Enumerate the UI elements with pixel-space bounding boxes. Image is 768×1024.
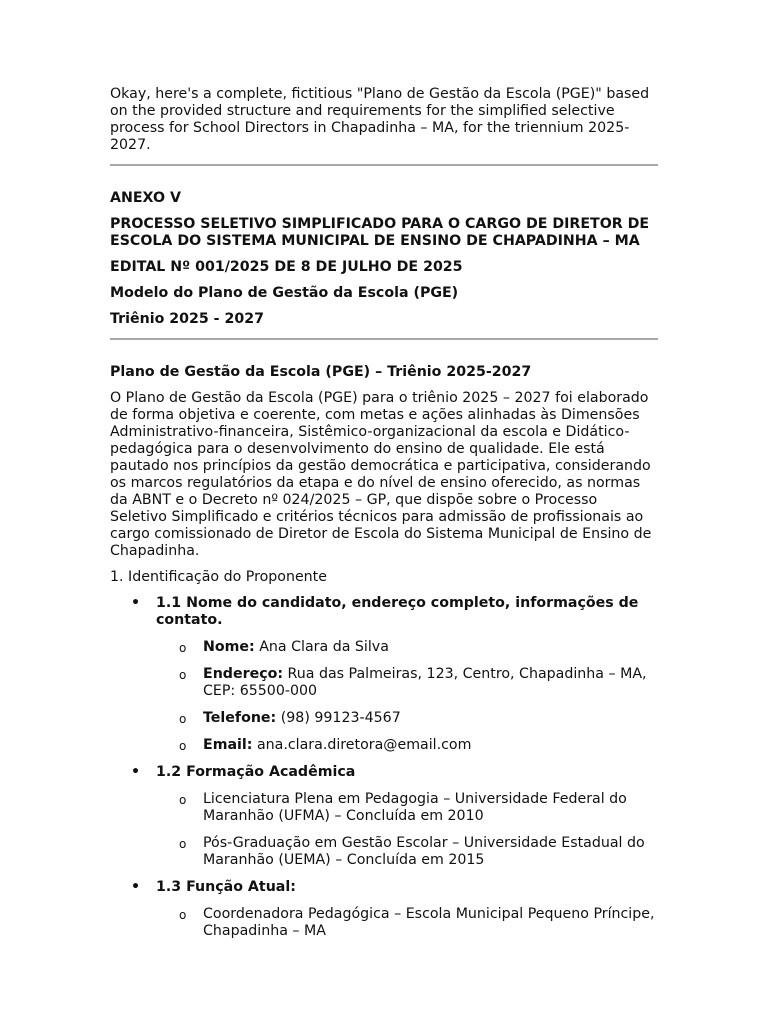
model-title: Modelo do Plano de Gestão da Escola (PGE): [110, 285, 459, 301]
process-title: PROCESSO SELETIVO SIMPLIFICADO PARA O CARGO DE DIRETOR DE ESCOLA DO SISTEMA MUNICIPAL DE ENSINO DE CHAPADINHA – MA: [110, 216, 650, 249]
address-value: Rua das Palmeiras, 123, Centro, Chapadinha – MA, CEP: 65500-000: [203, 666, 647, 699]
contact-list: [156, 639, 658, 754]
phone-label: Telefone:: [203, 710, 277, 726]
sub-bullet-marker: o: [179, 793, 187, 807]
item-1-1-label: 1.1 Nome do candidato, endereço completo, informações de contato.: [156, 595, 639, 628]
bullet-marker: •: [131, 879, 141, 895]
list-item: [179, 737, 658, 754]
sub-bullet-marker: o: [179, 712, 187, 726]
list-item: [131, 879, 658, 940]
section-1-heading: 1. Identificação do Proponente: [110, 569, 327, 585]
name-value: Ana Clara da Silva: [254, 639, 389, 655]
proponent-list: [110, 595, 658, 940]
phone-value: (98) 99123-4567: [276, 710, 401, 726]
list-item: [179, 710, 658, 727]
list-item: [179, 666, 658, 700]
sub-bullet-marker: o: [179, 908, 187, 922]
bullet-marker: •: [131, 764, 141, 780]
item-1-3-label: 1.3 Função Atual:: [156, 879, 296, 895]
plan-title: Plano de Gestão da Escola (PGE) – Triênio 2025-2027: [110, 364, 532, 380]
sub-bullet-marker: o: [179, 668, 187, 682]
education-list: [156, 791, 658, 869]
name-label: Nome:: [203, 639, 255, 655]
plan-paragraph: O Plano de Gestão da Escola (PGE) para o triênio 2025 – 2027 foi elaborado de forma objetiva e coerente, com metas e ações alinhadas às Dimensões Administrativo-financeira, Sistêmico-organizacional da escola e Didático-pedagógica para o desenvolvimento do ensino de qualidade. Ele está pautado nos princípios da gestão democrática e participativa, considerando os marcos regulatórios da etapa e do nível de ensino oferecido, as normas da ABNT e o Decreto nº 024/2025 – GP, que dispõe sobre o Processo Seletivo Simplificado e critérios técnicos para admissão de profissionais ao cargo comissionado de Diretor de Escola do Sistema Municipal de Ensino de Chapadinha.: [110, 390, 652, 559]
item-1-2-label: 1.2 Formação Acadêmica: [156, 764, 356, 780]
list-item: [179, 791, 658, 825]
education-entry: Pós-Graduação em Gestão Escolar – Universidade Estadual do Maranhão (UEMA) – Concluída em 2015: [203, 835, 645, 868]
list-item: [131, 595, 658, 754]
list-item: [179, 835, 658, 869]
bullet-marker: •: [131, 595, 141, 611]
list-item: [179, 639, 658, 656]
list-item: [179, 906, 658, 940]
horizontal-rule-bottom: [110, 338, 658, 340]
annex-title: ANEXO V: [110, 190, 181, 206]
edital-title: EDITAL Nº 001/2025 DE 8 DE JULHO DE 2025: [110, 259, 463, 275]
sub-bullet-marker: o: [179, 641, 187, 655]
triennium-title: Triênio 2025 - 2027: [110, 311, 264, 327]
list-item: [131, 764, 658, 869]
current-role-list: [156, 906, 658, 940]
email-label: Email:: [203, 737, 253, 753]
sub-bullet-marker: o: [179, 739, 187, 753]
email-value: ana.clara.diretora@email.com: [252, 737, 472, 753]
address-label: Endereço:: [203, 666, 284, 682]
intro-paragraph: Okay, here's a complete, fictitious "Plano de Gestão da Escola (PGE)" based on the provided structure and requirements for the simplified selective process for School Directors in Chapadinha – MA, for the triennium 2025-2027.: [110, 86, 650, 153]
current-role-entry: Coordenadora Pedagógica – Escola Municipal Pequeno Príncipe, Chapadinha – MA: [203, 906, 655, 939]
document-header: [110, 166, 658, 328]
education-entry: Licenciatura Plena em Pedagogia – Universidade Federal do Maranhão (UFMA) – Concluída em 2010: [203, 791, 627, 824]
sub-bullet-marker: o: [179, 837, 187, 851]
